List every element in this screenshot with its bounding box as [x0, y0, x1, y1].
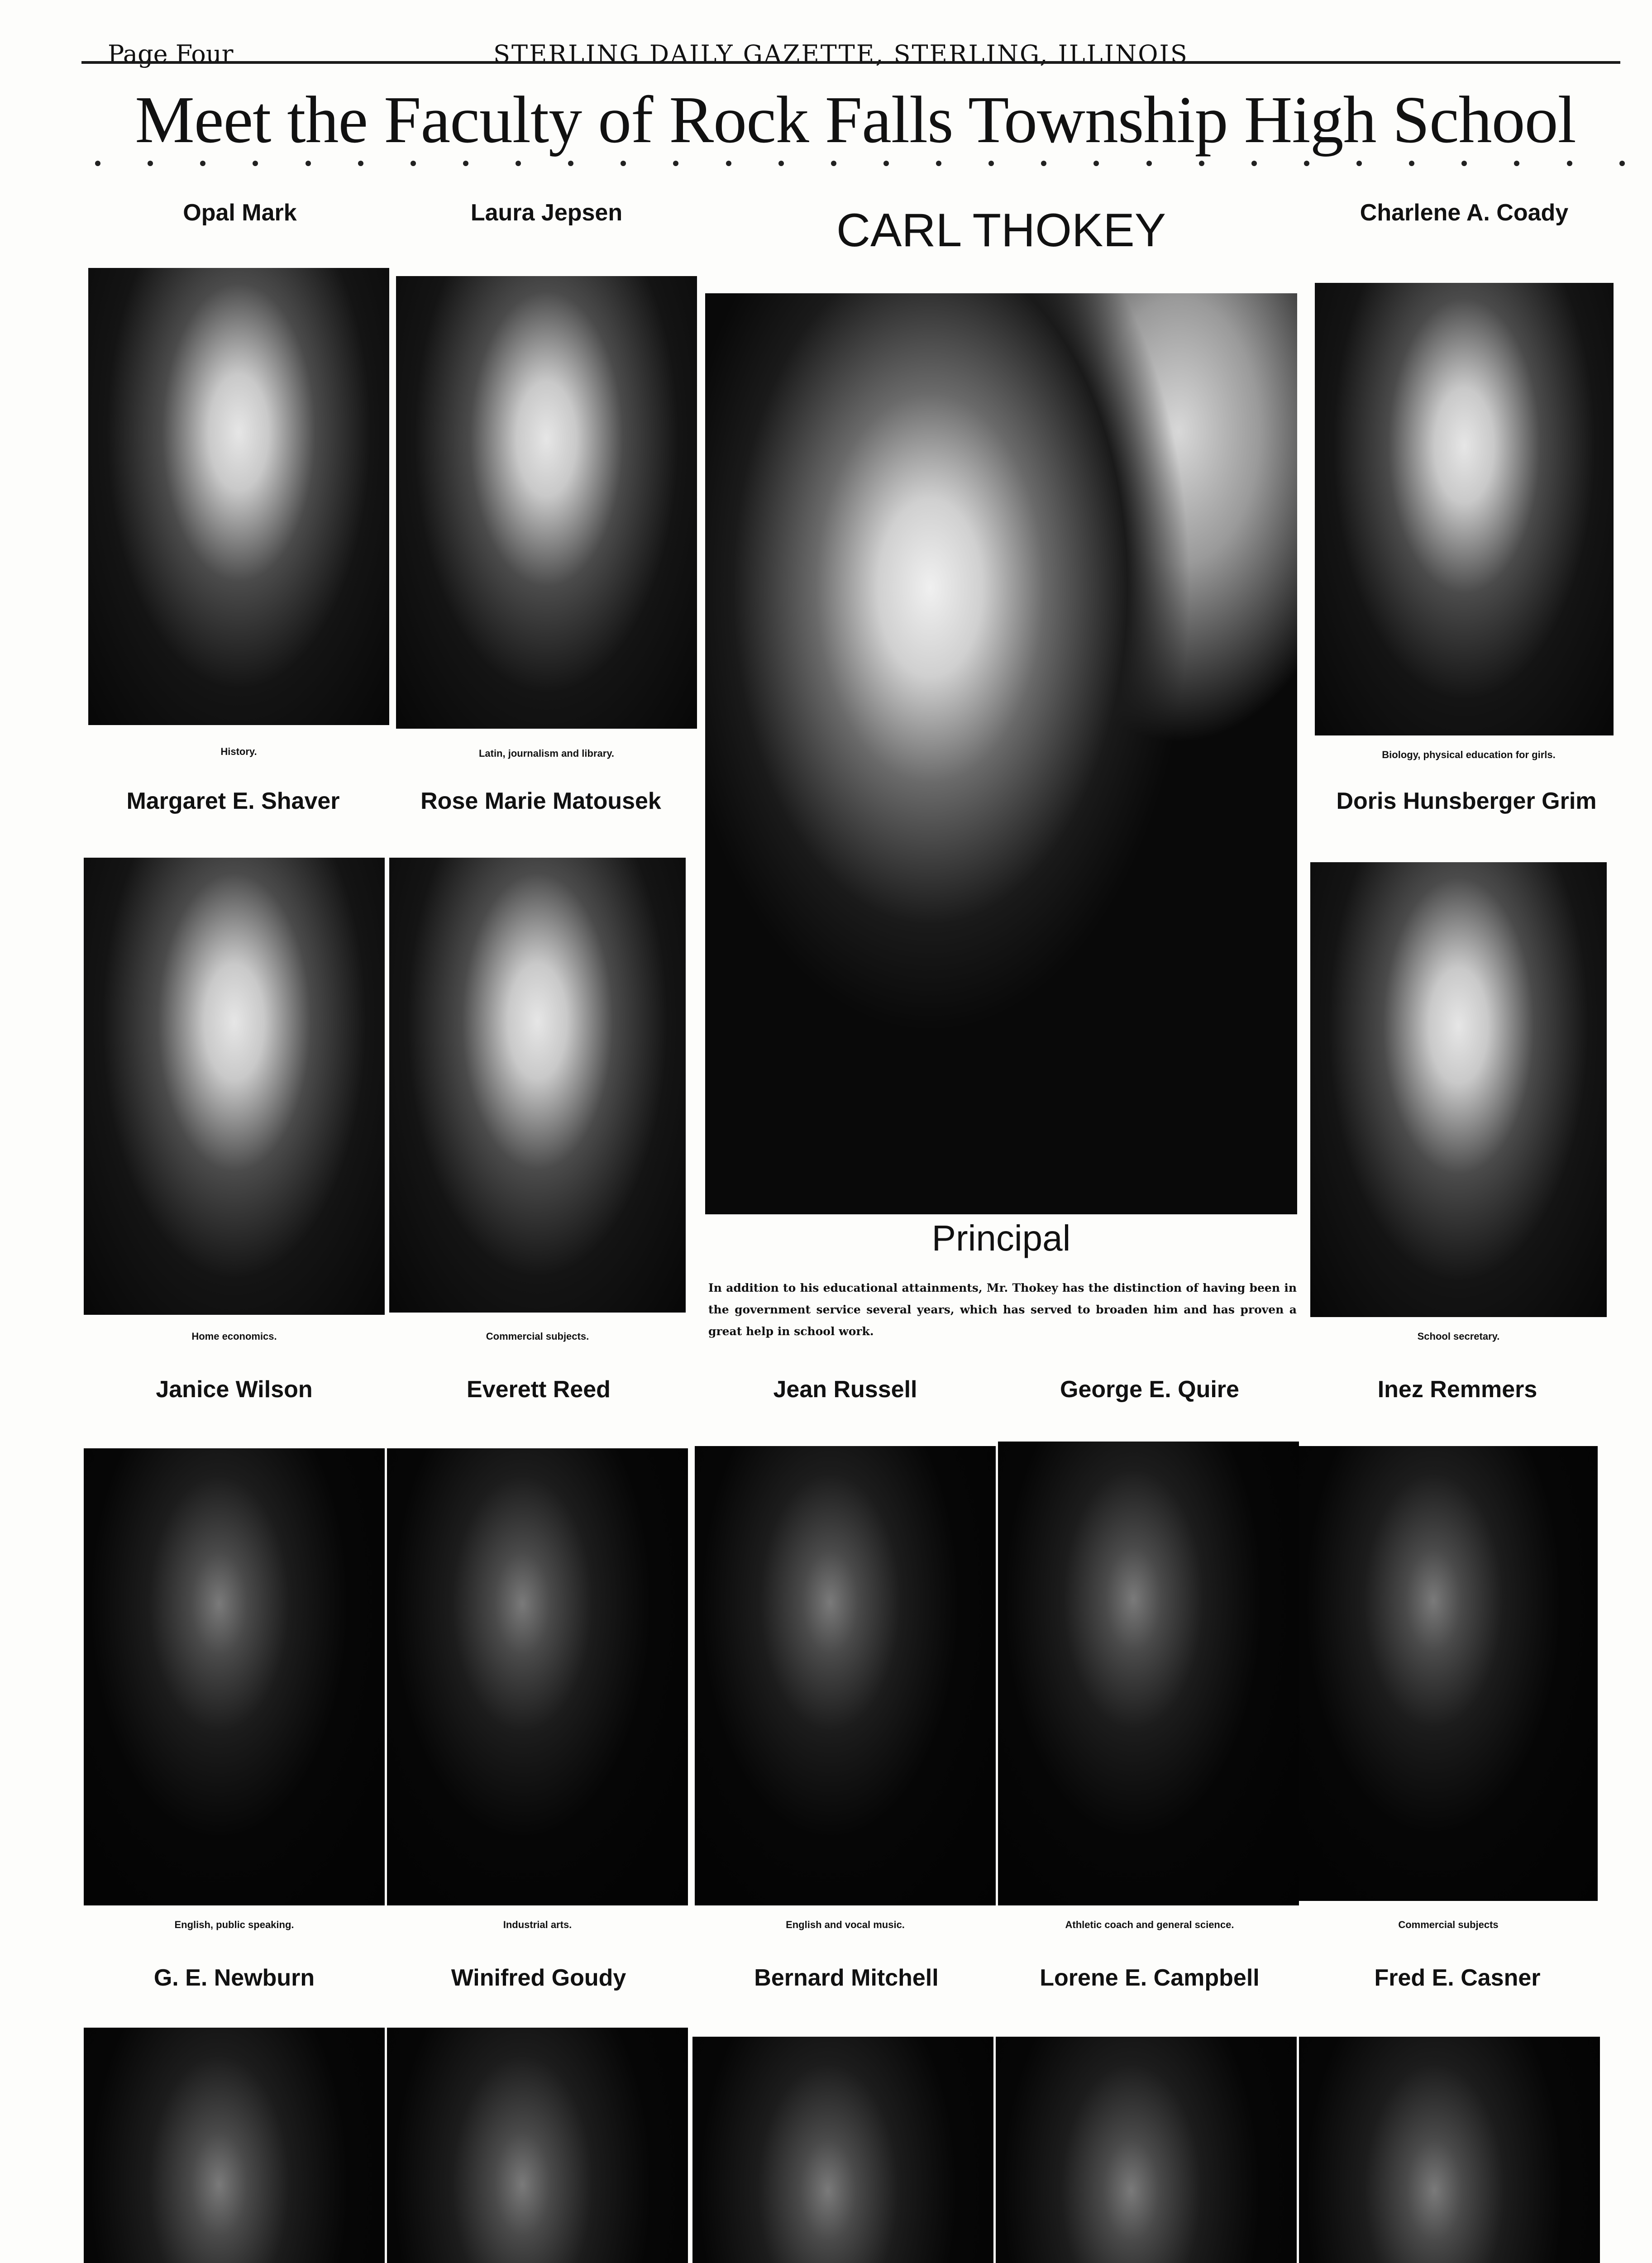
- faculty-subject: Athletic coach and general science.: [1065, 1919, 1234, 1930]
- faculty-portrait: [695, 1446, 996, 1905]
- principal-bio: In addition to his educational attainments, Mr. Thokey has the distinction of having been in the government service several years, which has served to broaden him and has proven a great help in school work.: [708, 1281, 1297, 1338]
- faculty-name: Laura Jepsen: [470, 200, 623, 226]
- faculty-portrait: [1299, 1446, 1598, 1901]
- faculty-portrait: [84, 858, 385, 1315]
- principal-title: Principal: [931, 1218, 1071, 1258]
- faculty-name: Fred E. Casner: [1374, 1965, 1541, 1991]
- faculty-name: Janice Wilson: [156, 1376, 313, 1403]
- faculty-portrait: [1299, 2037, 1600, 2263]
- faculty-name: Inez Remmers: [1377, 1376, 1537, 1403]
- faculty-name: G. E. Newburn: [153, 1965, 315, 1991]
- dotted-divider: [95, 161, 1625, 174]
- faculty-subject: Commercial subjects: [1398, 1919, 1499, 1930]
- faculty-name: Rose Marie Matousek: [420, 788, 661, 814]
- faculty-name: Everett Reed: [467, 1376, 611, 1403]
- page-headline: Meet the Faculty of Rock Falls Township High School: [135, 83, 1576, 157]
- faculty-name: Margaret E. Shaver: [126, 788, 340, 814]
- faculty-subject: Biology, physical education for girls.: [1382, 749, 1556, 760]
- faculty-portrait: [88, 268, 389, 725]
- faculty-subject: History.: [220, 746, 257, 757]
- faculty-name: Charlene A. Coady: [1360, 200, 1569, 226]
- header-rule: [81, 61, 1620, 64]
- faculty-name: Bernard Mitchell: [754, 1965, 939, 1991]
- faculty-name: Opal Mark: [183, 200, 297, 226]
- principal-name: CARL THOKEY: [836, 204, 1166, 257]
- page-number-label: Page Four: [108, 40, 234, 68]
- faculty-subject: English, public speaking.: [174, 1919, 294, 1930]
- faculty-name: Lorene E. Campbell: [1040, 1965, 1260, 1991]
- newspaper-masthead: STERLING DAILY GAZETTE, STERLING, ILLINOIS: [493, 40, 1189, 68]
- faculty-subject: Industrial arts.: [503, 1919, 572, 1930]
- faculty-portrait: [389, 858, 686, 1313]
- faculty-subject: Home economics.: [191, 1331, 277, 1342]
- faculty-portrait: [1310, 862, 1607, 1317]
- faculty-subject: Commercial subjects.: [486, 1331, 589, 1342]
- faculty-portrait: [996, 2037, 1297, 2263]
- faculty-portrait: [387, 2028, 688, 2263]
- faculty-portrait: [387, 1448, 688, 1905]
- faculty-portrait: [998, 1442, 1299, 1905]
- faculty-name: Jean Russell: [773, 1376, 917, 1403]
- faculty-portrait: [84, 2028, 385, 2263]
- faculty-portrait: [84, 1448, 385, 1905]
- faculty-subject: School secretary.: [1417, 1331, 1500, 1342]
- faculty-name: Doris Hunsberger Grim: [1336, 788, 1597, 814]
- faculty-name: George E. Quire: [1060, 1376, 1239, 1403]
- faculty-portrait: [396, 276, 697, 729]
- principal-portrait: [705, 293, 1297, 1214]
- faculty-name: Winifred Goudy: [451, 1965, 626, 1991]
- faculty-subject: Latin, journalism and library.: [478, 748, 615, 759]
- faculty-subject: English and vocal music.: [786, 1919, 905, 1930]
- faculty-portrait: [1315, 283, 1614, 735]
- faculty-portrait: [692, 2037, 993, 2263]
